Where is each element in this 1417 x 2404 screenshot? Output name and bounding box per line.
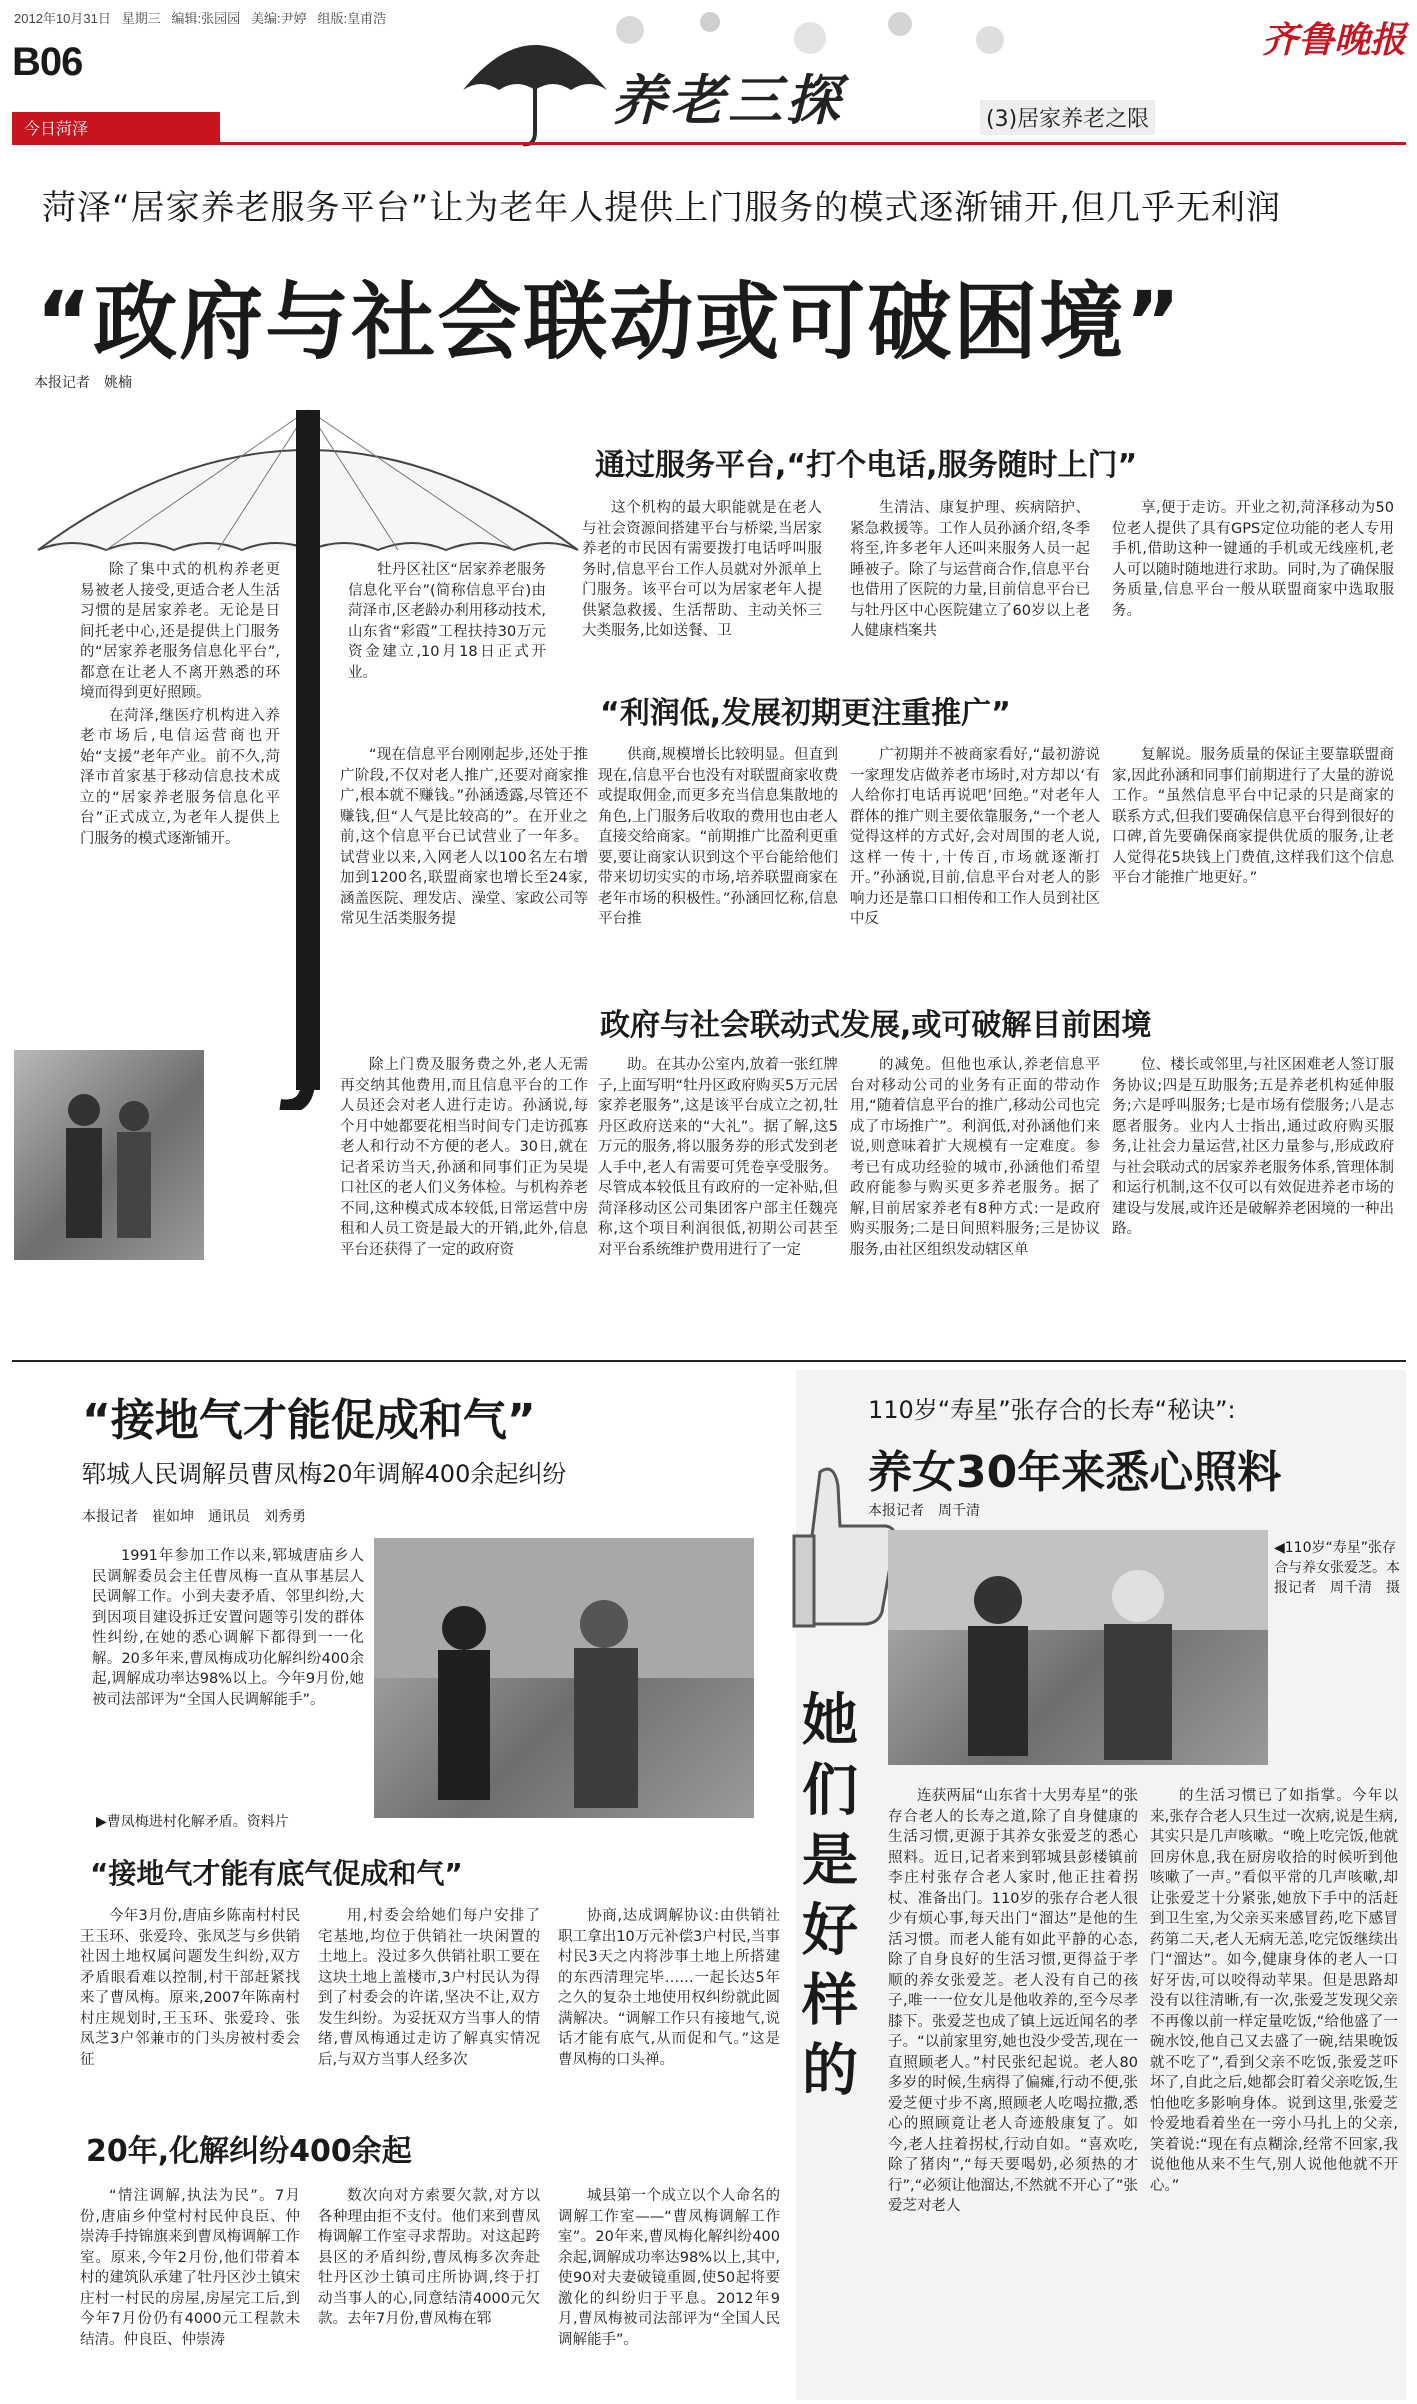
article3-col1: 连获两届“山东省十大男寿星”的张存合老人的长寿之道,除了自身健康的生活习惯,更源于其养女张爱芝的悉心照料。近日,记者来到郓城县彭楼镇前李庄村张存合老人家时,他正拄着拐杖、准备出门。110岁的张存合老人很少有烦心事,每天出门“溜达”是他的生活习惯。而老人能有如此平静的心态,除了自身良好的生活习惯,更得益于孝顺的养女张爱芝。老人没有自己的孩子,唯一一位女儿是他收养的,至今尽孝膝下。张爱芝也成了镇上远近闻名的孝子。“以前家里穷,她也没少受苦,现在一直照顾老人。”村民张纪起说。老人80多岁的时候,生病得了偏瘫,行动不便,张爱芝便寸步不离,照顾老人吃喝拉撒,悉心的照顾竟让老人奇迹般康复了。如今,老人拄着拐杖,行动自如。“喜欢吃,除了猪肉”,“每天要喝奶,必须热的才行”,“必须让他溜达,不然就不开心了”张爱芝对老人 [888,1788,1138,2214]
header-editor: 编辑:张园园 [171,11,241,26]
article1-byline: 本报记者 姚楠 [34,375,132,391]
article2-sec2-col1: “情注调解,执法为民”。7月份,唐庙乡仲堂村村民仲良臣、仲崇涛手持锦旗来到曹凤梅调解工作室。原来,今年2月份,他们带着本村的建筑队承建了牡丹区沙土镇宋庄村一村民的房屋,房屋完工后,到今年7月份仍有4000元工程款未结清。仲良臣、仲崇涛 [80,2188,300,2348]
article1-intro-p2: 在菏泽,继医疗机构进入养老市场后,电信运营商也开始“支援”老年产业。前不久,菏泽市首家基于移动信息技术成立的“居家养老服务信息化平台”正式成立,为老年人提供上门服务的模式逐渐铺开。 [80,707,280,847]
article1-sec1-col3: 生清洁、康复护理、疾病陪护、紧急救援等。工作人员孙涵介绍,冬季将至,许多老年人还叫来服务人员一起睡被子。除了与运营商合作,信息平台也借用了医院的力量,目前信息平台已与牡丹区中心医院建立了60岁以上老人健康档案共 [850,500,1090,639]
series-subtitle: (3)居家养老之限 [980,100,1155,135]
article1-sec1-col1: 牡丹区社区“居家养老服务信息化平台”(简称信息平台)由菏泽市,区老龄办利用移动技术,山东省“彩霞”工程扶持30万元资金建立,10月18日正式开业。 [348,562,546,681]
article1-sec2-col3: 广初期并不被商家看好,“最初游说一家理发店做养老市场时,对方却以‘有人给你打电话再说吧’回绝。”对老年人群体的推广则主要依靠服务,“一个老人觉得这样的方式好,会对周围的老人说,这样一传十,十传百,市场就逐渐打开。”孙涵说,目前,信息平台对老人的影响力还是靠口口相传和工作人员到社区中反 [850,747,1100,927]
header-meta [14,8,386,27]
article3-byline: 本报记者 周千清 [868,1503,980,1519]
article1-sec3-col4: 位、楼长或邻里,与社区困难老人签订服务协议;四是互助服务;五是养老机构延伸服务;六是呼叫服务;七是市场有偿服务;八是志愿者服务。业内人士指出,通过政府购买服务,让社会力量运营,社区力量参与,形成政府与社会联动式的居家养老服务体系,管理体制和运行机制,这不仅可以有效促进养老市场的建设与发展,或许还是破解养老困境的一种出路。 [1112,1057,1394,1237]
article2-deck: 郓城人民调解员曹凤梅20年调解400余起纠纷 [82,1460,567,1488]
article1-sec2-col4: 复解说。服务质量的保证主要靠联盟商家,因此孙涵和同事们前期进行了大量的游说工作。“虽然信息平台中记录的只是商家的联系方式,但我们要确保信息平台得到很好的口碑,首先要确保商家提供优质的服务,让老人觉得花5块钱上门费值,这样我们这个信息平台才能推广地更好。” [1112,747,1394,886]
header-art: 美编:尹婷 [251,11,307,26]
series-title: 养老三探 [612,68,844,132]
masthead-logo: 齐鲁晚报 [1262,19,1407,61]
article2-headline: “接地气才能促成和气” [82,1395,536,1446]
article1-deck: 菏泽“居家养老服务平台”让为老年人提供上门服务的模式逐渐铺开,但几乎无利润 [42,188,1282,228]
article1-sec1-col4: 享,便于走访。开业之初,菏泽移动为50位老人提供了具有GPS定位功能的老人专用手机,借助这种一键通的手机或无线座机,老人可以随时随地进行求助。同时,为了确保服务质量,信息平台一般从联盟商家中选取服务。 [1112,500,1394,619]
article1-sec1-title: 通过服务平台,“打个电话,服务随时上门” [595,448,1138,483]
article2-sec1-title: “接地气才能有底气促成和气” [90,1857,463,1890]
article2-photo-caption: ▶曹凤梅进村化解矛盾。资料片 [96,1814,289,1830]
article1-bottom-rule [12,1360,1406,1362]
article3-vertical-title: 她们是好样的 [793,1690,859,2110]
article1-sec2-title: “利润低,发展初期更注重推广” [600,696,1011,731]
article3-headline: 养女30年来悉心照料 [868,1447,1282,1498]
header-weekday: 星期三 [121,11,161,26]
article1-sec3-col3: 的减免。但他也承认,养老信息平台对移动公司的业务有正面的带动作用,“随着信息平台的推广,移动公司也完成了市场推广”。利润低,对孙涵他们来说,则意味着扩大规模有一定难度。参考已有成功经验的城市,孙涵他们希望政府能参与购买更多养老服务。据了解,目前居家养老有8种方式:一是政府购买服务;二是日间照料服务;三是协议服务,由社区组织发动辖区单 [850,1057,1100,1258]
article1-sec2-col1: “现在信息平台刚刚起步,还处于推广阶段,不仅对老人推广,还要对商家推广,根本就不赚钱。”孙涵透露,尽管还不赚钱,但“人气是比较高的”。在开业之前,这个信息平台已试营业了一年多。试营业以来,入网老人以100名左右增加到1200名,联盟商家也增长至24家,涵盖医院、理发店、澡堂、家政公司等常见生活类服务提 [340,747,588,927]
article3-deck: 110岁“寿星”张存合的长寿“秘诀”: [868,1396,1236,1424]
article2-sec2-col3: 城县第一个成立以个人命名的调解工作室——“曹凤梅调解工作室”。20年来,曹凤梅化解纠纷400余起,调解成功率达98%以上,其中,使90对夫妻破镜重圆,使50起将要激化的纠纷归于平息。2012年9月,曹凤梅被司法部评为“全国人民调解能手”。 [558,2188,780,2348]
article2-sec1-col1: 今年3月份,唐庙乡陈南村村民王玉环、张爱玲、张凤芝与乡供销社因土地权属问题发生纠纷,双方矛盾眼看难以控制,村干部赶紧找来了曹凤梅。原来,2007年陈南村村庄规划时,王玉环、张爱玲、张凤芝3户邻兼市的门头房被村委会征 [80,1908,300,2068]
header-layout: 组版:皇甫浩 [317,11,387,26]
article3-col2: 的生活习惯已了如指掌。今年以来,张存合老人只生过一次病,说是生病,其实只是几声咳嗽。“晚上吃完饭,他就回房休息,我在厨房收拾的时候听到他咳嗽了一声。”看似平常的几声咳嗽,却让张爱芝十分紧张,她放下手中的活赶到卫生室,为父亲买来感冒药,吃下感冒药第二天,老人无病无恙,吃完饭继续出门“溜达”。如今,健康身体的老人一口好牙齿,可以咬得动苹果。但是思路却没有以往清晰,有一次,张爱芝发现父亲不再像以前一样定量吃饭,“给他盛了一碗水饺,他自己又去盛了一碗,结果晚饭就不吃了”,看到父亲不吃饭,张爱芝吓坏了,自此之后,她都会盯着父亲吃饭,生怕他吃多影响身体。说到这里,张爱芝怜爱地看着坐在一旁小马扎上的父亲,笑着说:“现在有点糊涂,经常不回家,我说他他从来不生气,别人说他他就不开心。” [1150,1788,1398,2194]
article2-sec1-col3: 协商,达成调解协议:由供销社职工拿出10万元补偿3户村民,当事村民3天之内将涉事土地上所搭建的东西清理完毕……一起长达5年之久的复杂土地使用权纠纷就此圆满解决。“调解工作只有接地气,说话才能有底气,从而促和气。”这是曹凤梅的口头禅。 [558,1908,780,2068]
article1-sec3-title: 政府与社会联动式发展,或可破解目前困境 [600,1008,1152,1043]
umbrella-header-icon [455,20,615,150]
article2-byline: 本报记者 崔如坤 通讯员 刘秀勇 [82,1509,306,1525]
header-rule [12,142,1406,145]
article2-photo [374,1538,754,1818]
article2-lead: 1991年参加工作以来,郓城唐庙乡人民调解委员会主任曹凤梅一直从事基层人民调解工作。小到夫妻矛盾、邻里纠纷,大到因项目建设拆迁安置问题等引发的群体性纠纷,在她的悉心调解下都得到一一化解。20多年来,曹凤梅成功化解纠纷400余起,调解成功率达98%以上。今年9月份,她被司法部评为“全国人民调解能手”。 [92,1548,364,1708]
article3-photo [888,1530,1268,1765]
header-date: 2012年10月31日 [14,11,111,26]
article1-sec2-col2: 供商,规模增长比较明显。但直到现在,信息平台也没有对联盟商家收费或提取佣金,而更多充当信息集散地的角色,上门服务后收取的费用也由老人直接交给商家。“前期推广比盈利更重要,要让商家认识到这个平台能给他们带来切切实实的市场,培养联盟商家在老年市场的积极性。”孙涵回忆称,信息平台推 [598,747,838,927]
article1-sec3-col1: 除上门费及服务费之外,老人无需再交纳其他费用,而且信息平台的工作人员还会对老人进行走访。孙涵说,每个月中她都要花相当时间专门走访孤寡老人和行动不方便的老人。30日,就在记者采访当天,孙涵和同事们正为吴堤口社区的老人们义务体检。与机构养老不同,这种模式成本较低,日常运营中房租和人员工资是最大的开销,此外,信息平台还获得了一定的政府资 [340,1057,588,1258]
article1-headline: “政府与社会联动或可破困境” [36,273,1183,371]
article2-sec1-col2: 用,村委会给她们每户安排了宅基地,均位于供销社一块闲置的土地上。没过多久供销社职工要在这块土地上盖楼市,3户村民认为得到了村委会的许诺,坚决不让,双方发生纠纷。为妥抚双方当事人的情绪,曹凤梅通过走访了解真实情况后,与双方当事人经多次 [318,1908,540,2068]
article1-sec3-col2: 助。在其办公室内,放着一张红牌子,上面写明“牡丹区政府购买5万元居家养老服务”,这是该平台成立之初,牡丹区政府送来的“大礼”。据了解,这5万元的服务,将以服务券的形式发到老人手中,老人有需要可凭卷享受服务。尽管成本较低且有政府的一定补贴,但菏泽移动区公司集团客户部主任魏亮称,这个项目利润很低,初期公司甚至对平台系统维护费用进行了一定 [598,1057,838,1258]
article1-intro [80,560,280,851]
section-tag: 今日菏泽 [12,112,220,143]
article1-sec1-col2: 这个机构的最大职能就是在老人与社会资源间搭建平台与桥梁,当居家养老的市民因有需要拨打电话呼叫服务时,信息平台工作人员就对外派单上门服务。该平台可以为居家老年人提供紧急救援、生活帮助、主动关怀三大类服务,比如送餐、卫 [582,500,822,639]
elderly-couple-photo [14,1050,204,1260]
article1-intro-p1: 除了集中式的机构养老更易被老人接受,更适合老人生活习惯的是居家养老。无论是日间托老中心,还是提供上门服务的“居家养老服务信息化平台”,都意在让老人不离开熟悉的环境而得到更好照顾。 [80,562,280,701]
article2-sec2-col2: 数次向对方索要欠款,对方以各种理由拒不支付。他们来到曹凤梅调解工作室寻求帮助。对这起跨县区的矛盾纠纷,曹凤梅多次奔赴牡丹区沙土镇司庄所协调,终于打动当事人的心,同意结清4000元欠款。去年7月份,曹凤梅在郓 [318,2188,540,2327]
article3-photo-caption: ◀110岁“寿星”张存合与养女张爱芝。本报记者 周千清 摄 [1274,1540,1400,1596]
page-number: B06 [12,40,83,84]
article2-sec2-title: 20年,化解纠纷400余起 [86,2134,412,2169]
